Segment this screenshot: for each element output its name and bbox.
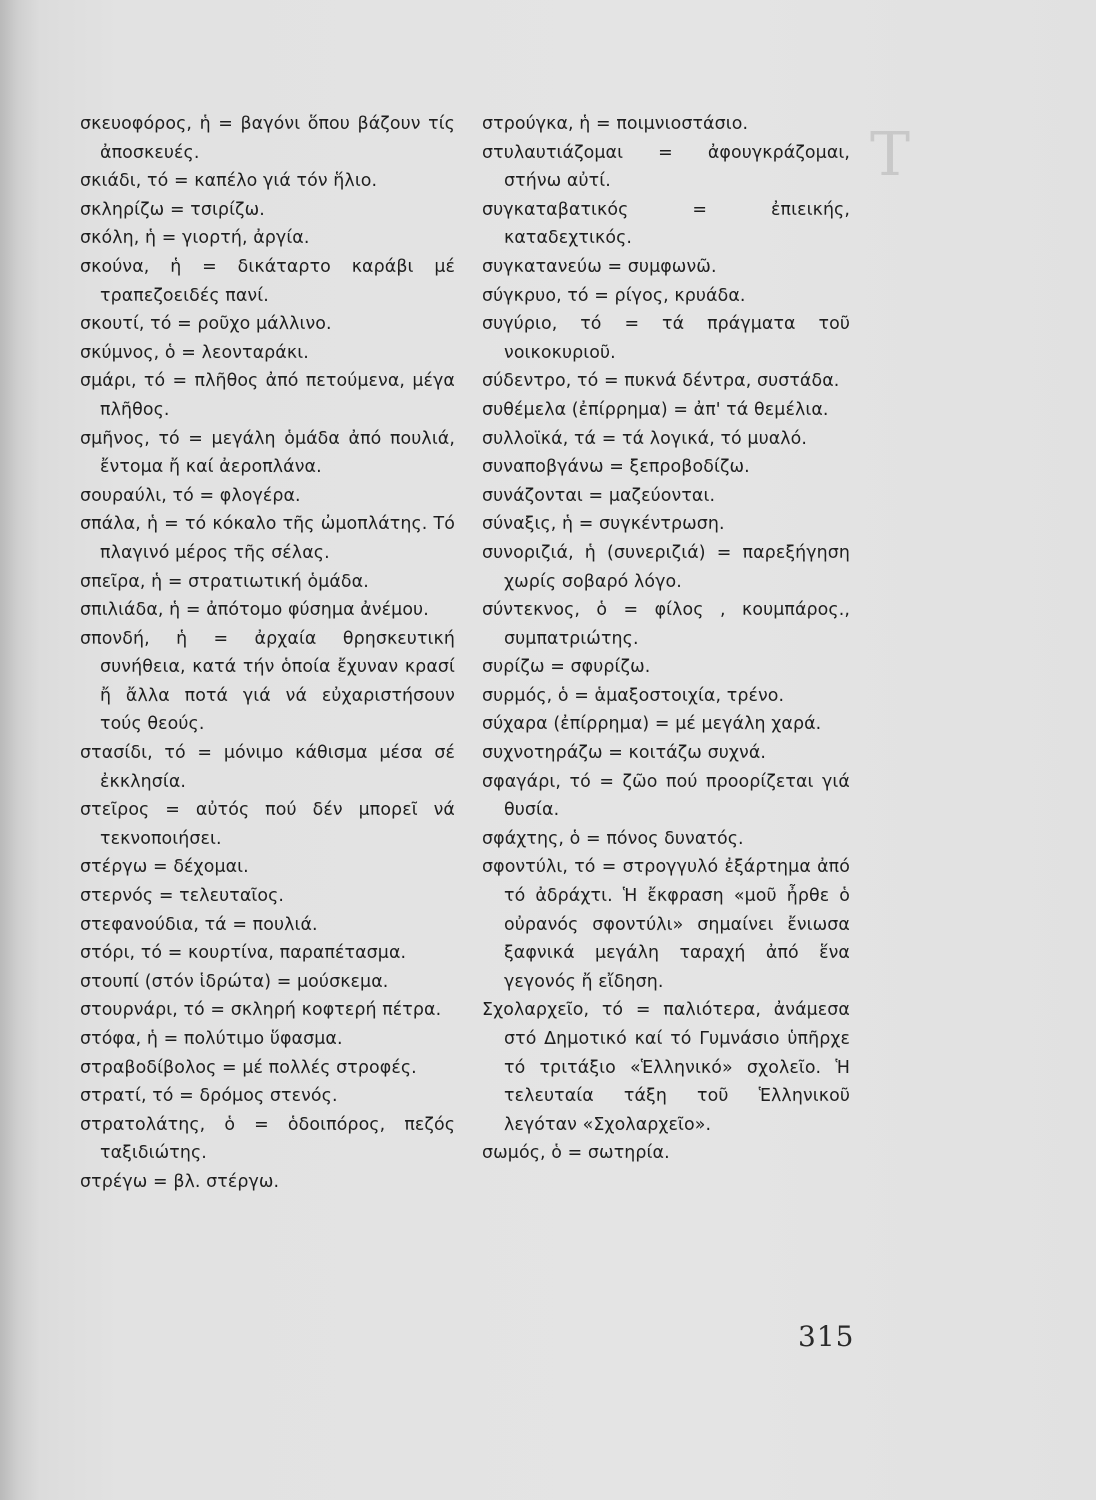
- glossary-entry: στασίδι, τό = μόνιμο κάθισμα μέσα σέ ἐκκλησία.: [80, 743, 455, 792]
- glossary-entry: στεῖρος = αὐτός πού δέν μπορεῖ νά τεκνοποιήσει.: [80, 800, 455, 849]
- glossary-entry: συνάζονται = μαζεύονται.: [482, 485, 716, 506]
- glossary-entry: σκουτί, τό = ροῦχο μάλλινο.: [80, 314, 332, 335]
- glossary-entry: στρατολάτης, ὁ = ὁδοιπόρος, πεζός ταξιδιώτης.: [80, 1114, 455, 1164]
- glossary-entry: σκληρίζω = τσιρίζω.: [80, 199, 265, 220]
- glossary-entry: στόφα, ἡ = πολύτιμο ὕφασμα.: [80, 1029, 343, 1049]
- glossary-entry: στρέγω = βλ. στέργω.: [80, 1171, 280, 1192]
- glossary-entry: σωμός, ὁ = σωτηρία.: [482, 1143, 670, 1164]
- glossary-entry: Σχολαρχεῖο, τό = παλιότερα, ἀνάμεσα στό Δημοτικό καί τό Γυμνάσιο ὑπῆρχε τό τριτάξιο «Ἑλληνικό» σχολεῖο. Ἡ τελευταία τάξη τοῦ Ἑλληνικοῦ λεγόταν «Σχολαρχεῖο».: [482, 1000, 850, 1135]
- glossary-entry: στρατί, τό = δρόμος στενός.: [80, 1086, 338, 1107]
- glossary-entry: σύχαρα (ἐπίρρημα) = μέ μεγάλη χαρά.: [482, 714, 822, 735]
- glossary-entry: στρούγκα, ἡ = ποιμνιοστάσιο.: [482, 114, 749, 134]
- glossary-entry: συγκατανεύω = συμφωνῶ.: [482, 256, 717, 277]
- glossary-entry: συθέμελα (ἐπίρρημα) = ἀπ' τά θεμέλια.: [482, 399, 829, 420]
- glossary-entry: συρίζω = σφυρίζω.: [482, 657, 651, 678]
- glossary-entry: στυλαυτιάζομαι = ἀφουγκράζομαι, στήνω αὐτί.: [482, 142, 850, 192]
- glossary-entry: σπάλα, ἡ = τό κόκαλο τῆς ὠμοπλάτης. Τό πλαγινό μέρος τῆς σέλας.: [80, 514, 455, 563]
- glossary-entry: σπεῖρα, ἡ = στρατιωτική ὁμάδα.: [80, 571, 369, 592]
- glossary-entry: σπονδή, ἡ = ἀρχαία θρησκευτική συνήθεια, κατά τήν ὁποία ἔχυναν κρασί ἤ ἄλλα ποτά γιά νά εὐχαριστήσουν τούς θεούς.: [80, 628, 455, 735]
- glossary-entry: στόρι, τό = κουρτίνα, παραπέτασμα.: [80, 943, 407, 964]
- glossary-entry: σφαγάρι, τό = ζῶο πού προορίζεται γιά θυσία.: [482, 771, 850, 821]
- glossary-entry: συχνοτηράζω = κοιτάζω συχνά.: [482, 743, 767, 764]
- bleed-through-letter: Τ: [870, 120, 911, 190]
- glossary-entry: σπιλιάδα, ἡ = ἀπότομο φύσημα ἀνέμου.: [80, 600, 429, 621]
- glossary-entry: σύναξις, ἡ = συγκέντρωση.: [482, 514, 725, 535]
- glossary-entry: σφάχτης, ὁ = πόνος δυνατός.: [482, 828, 744, 849]
- glossary-entry: στέργω = δέχομαι.: [80, 857, 249, 878]
- glossary-entry: στουπί (στόν ἱδρώτα) = μούσκεμα.: [80, 971, 389, 992]
- glossary-entry: σφοντύλι, τό = στρογγυλό ἐξάρτημα ἀπό τό ἀδράχτι. Ἡ ἔκφραση «μοῦ ἦρθε ὁ οὐρανός σφοντύλι» σημαίνει ἔνιωσα ξαφνικά μεγάλη ταραχή ἀπό ἕνα γεγονός ἤ εἴδηση.: [482, 857, 850, 992]
- glossary-entry: στεφανούδια, τά = πουλιά.: [80, 914, 318, 935]
- glossary-entry: στραβοδίβολος = μέ πολλές στροφές.: [80, 1057, 417, 1078]
- glossary-entry: σύδεντρο, τό = πυκνά δέντρα, συστάδα.: [482, 371, 840, 392]
- glossary-entry: συγύριο, τό = τά πράγματα τοῦ νοικοκυριοῦ.: [482, 314, 850, 363]
- glossary-entry: σκιάδι, τό = καπέλο γιά τόν ἥλιο.: [80, 171, 378, 192]
- glossary-entry: στερνός = τελευταῖος.: [80, 886, 285, 907]
- right-column: [482, 110, 850, 1168]
- glossary-entry: σύντεκνος, ὁ = φίλος , κουμπάρος., συμπατριώτης.: [482, 600, 850, 649]
- glossary-entry: σκούνα, ἡ = δικάταρτο καράβι μέ τραπεζοειδές πανί.: [80, 256, 455, 306]
- glossary-entry: σμῆνος, τό = μεγάλη ὁμάδα ἀπό πουλιά, ἔντομα ἤ καί ἀεροπλάνα.: [80, 428, 455, 478]
- glossary-entry: συρμός, ὁ = ἁμαξοστοιχία, τρένο.: [482, 685, 785, 706]
- glossary-entry: σκόλη, ἡ = γιορτή, ἀργία.: [80, 228, 310, 249]
- glossary-entry: συλλοϊκά, τά = τά λογικά, τό μυαλό.: [482, 428, 808, 449]
- page-number: 315: [798, 1320, 855, 1353]
- glossary-entry: σύγκρυο, τό = ρίγος, κρυάδα.: [482, 285, 746, 306]
- glossary-entry: συναποβγάνω = ξεπροβοδίζω.: [482, 457, 750, 478]
- glossary-entry: σμάρι, τό = πλῆθος ἀπό πετούμενα, μέγα πλῆθος.: [80, 371, 455, 420]
- glossary-entry: συγκαταβατικός = ἐπιεικής, καταδεχτικός.: [482, 199, 850, 249]
- glossary-entry: συνοριζιά, ἡ (συνεριζιά) = παρεξήγηση χωρίς σοβαρό λόγο.: [482, 542, 850, 592]
- glossary-entry: σκύμνος, ὁ = λεονταράκι.: [80, 342, 309, 363]
- left-column: [80, 110, 455, 1197]
- glossary-entry: σουραύλι, τό = φλογέρα.: [80, 485, 301, 506]
- glossary-entry: σκευοφόρος, ἡ = βαγόνι ὅπου βάζουν τίς ἀποσκευές.: [80, 114, 455, 163]
- glossary-entry: στουρνάρι, τό = σκληρή κοφτερή πέτρα.: [80, 1000, 442, 1021]
